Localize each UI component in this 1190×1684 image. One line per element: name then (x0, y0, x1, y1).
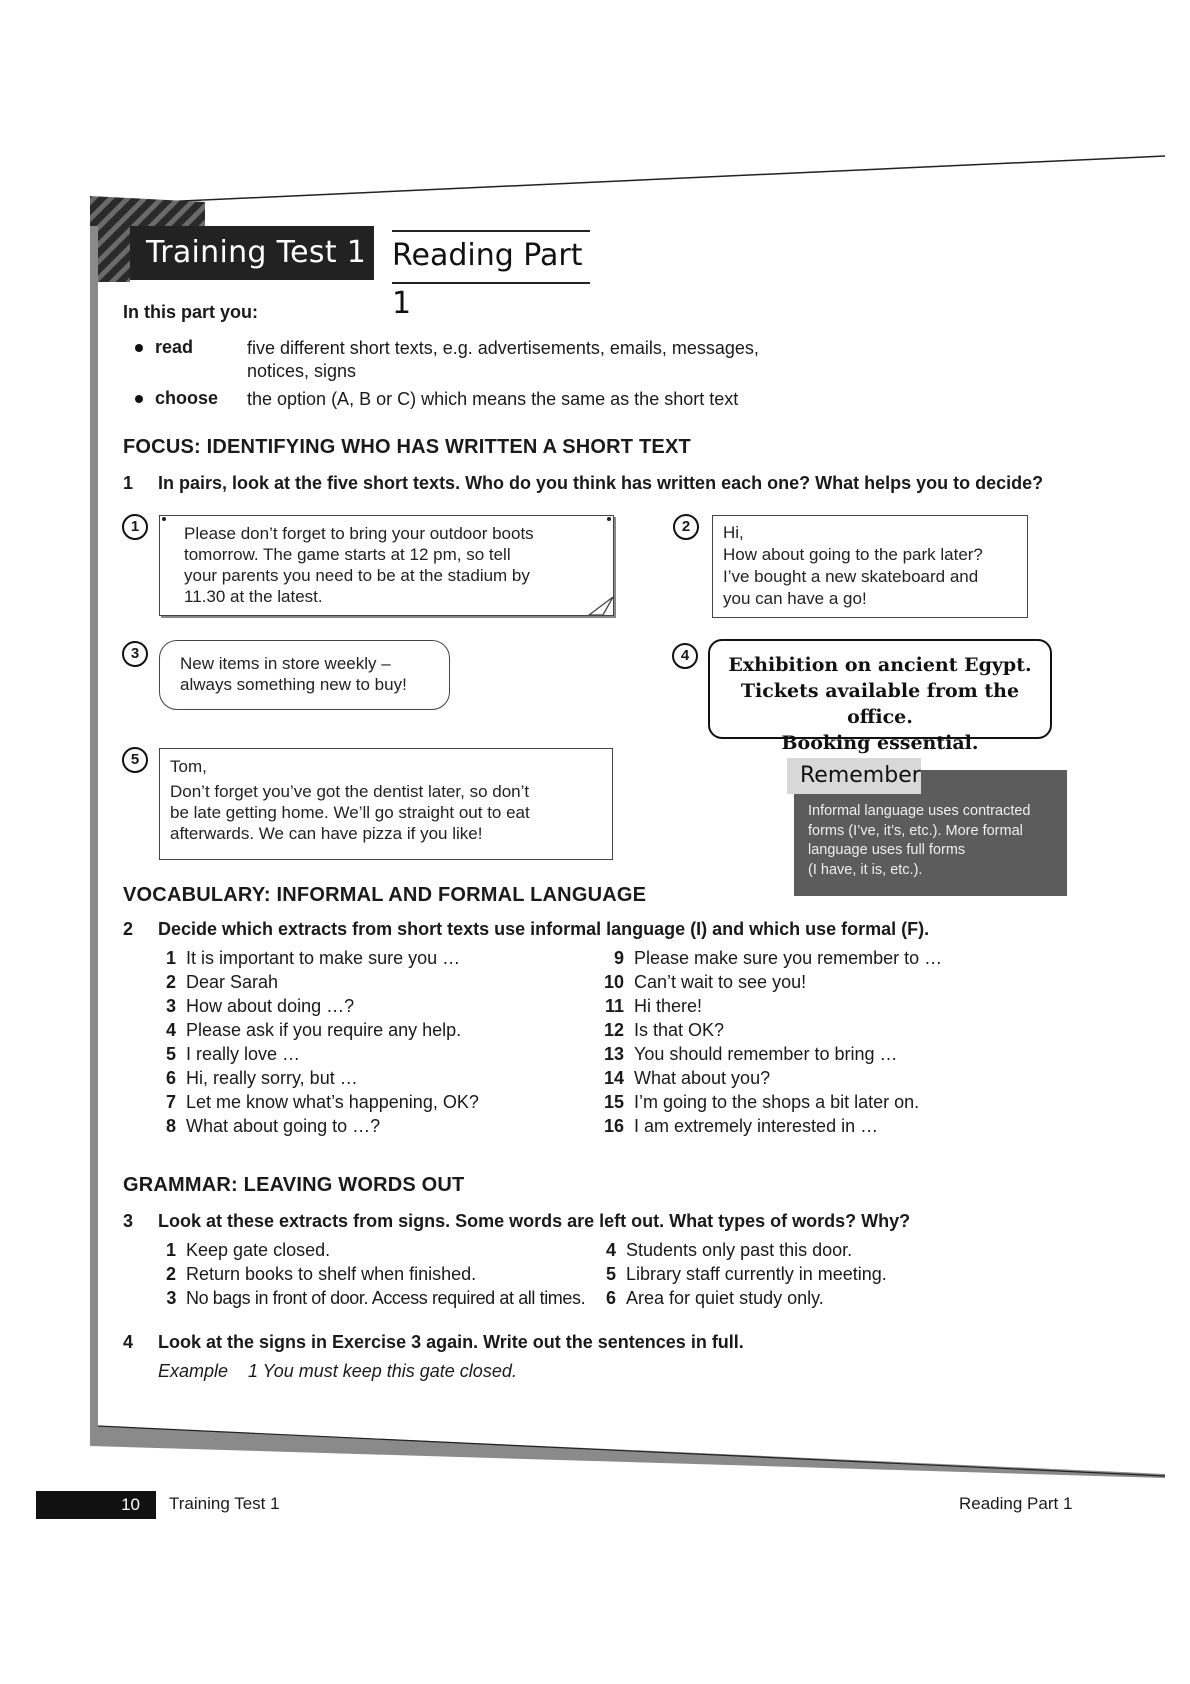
vocabulary-heading: VOCABULARY: INFORMAL AND FORMAL LANGUAGE (123, 884, 647, 906)
text-line: Booking essential. (781, 732, 979, 754)
text-line: Exhibition on ancient Egypt. (728, 654, 1032, 676)
text-box-note (159, 748, 613, 860)
bullet-choose (135, 388, 251, 409)
page-number: 10 (36, 1491, 156, 1519)
list-item: 2 Dear Sarah (165, 972, 279, 992)
text-box-notice (159, 515, 614, 616)
list-item: 1 It is important to make sure you … (165, 948, 461, 968)
list-item: 11 Hi there! (604, 996, 703, 1016)
list-item: 1 Keep gate closed. (165, 1240, 331, 1260)
list-item: 6 Area for quiet study only. (605, 1288, 824, 1308)
list-item: 6 Hi, really sorry, but … (165, 1068, 358, 1088)
pin-icon (162, 517, 166, 521)
vocabulary-list-left (150, 946, 479, 1138)
remember-line: (I have, it is, etc.). (808, 861, 923, 878)
grammar-heading: GRAMMAR: LEAVING WORDS OUT (123, 1174, 465, 1196)
list-item: 13 You should remember to bring … (603, 1044, 898, 1064)
exercise-instruction: In pairs, look at the five short texts. Who do you think has written each one? What helps you to decide? (158, 473, 1044, 493)
bullet-read (135, 337, 251, 358)
text-box-sign (708, 639, 1052, 754)
exercise-instruction: Decide which extracts from short texts use informal language (I) and which use formal (F). (158, 919, 930, 939)
text-line: your parents you need to be at the stadium by (184, 566, 530, 585)
vocabulary-list-right (596, 946, 942, 1138)
list-item: 14 What about you? (603, 1068, 771, 1088)
list-item: 8 What about going to …? (165, 1116, 381, 1136)
exercise-instruction: Look at these extracts from signs. Some words are left out. What types of words? Why? (158, 1211, 911, 1231)
footer-part-title: Reading Part 1 (959, 1494, 1073, 1513)
list-item: 5 Library staff currently in meeting. (605, 1264, 887, 1284)
grammar-list-right (590, 1238, 887, 1310)
text-box-message (712, 515, 1028, 618)
list-item: 16 I am extremely interested in … (603, 1116, 879, 1136)
text-box-advert (159, 640, 450, 710)
list-item: 10 Can’t wait to see you! (603, 972, 807, 992)
bullet-line: notices, signs (247, 361, 357, 381)
footer-test-title: Training Test 1 (169, 1494, 280, 1513)
remember-label: Remember (787, 758, 921, 794)
text-line: tomorrow. The game starts at 12 pm, so tell (184, 545, 511, 564)
text-line: Hi, (723, 523, 744, 542)
bullet-dot (135, 395, 143, 403)
bullet-verb: choose (155, 388, 219, 408)
text-number-4: 4 (672, 643, 698, 669)
focus-heading: FOCUS: IDENTIFYING WHO HAS WRITTEN A SHORT TEXT (123, 436, 691, 458)
remember-line: language uses full forms (808, 842, 966, 858)
exercise-number: 4 (123, 1332, 134, 1352)
text-line: 11.30 at the latest. (184, 587, 323, 606)
bullet-dot (135, 344, 143, 352)
text-number-5: 5 (122, 747, 148, 773)
example-line (158, 1361, 517, 1382)
list-item: 12 Is that OK? (603, 1020, 725, 1040)
remember-line: forms (I’ve, it’s, etc.). More formal (808, 822, 1023, 839)
list-item: 2 Return books to shelf when finished. (165, 1264, 477, 1284)
exercise-number: 1 (123, 473, 134, 493)
text-line: afterwards. We can have pizza if you like! (170, 824, 483, 843)
text-number-1: 1 (122, 514, 148, 540)
test-title: Training Test 1 (130, 226, 374, 280)
page-curl-icon (587, 595, 615, 617)
list-item: 4 Please ask if you require any help. (165, 1020, 462, 1040)
list-item: 9 Please make sure you remember to … (613, 948, 943, 968)
text-line: you can have a go! (723, 589, 867, 608)
text-line: Tom, (170, 757, 207, 776)
bullet-read-text (247, 337, 759, 383)
text-number-2: 2 (673, 514, 699, 540)
text-line: I’ve bought a new skateboard and (723, 567, 979, 586)
bullet-line: five different short texts, e.g. advertisements, emails, messages, (247, 338, 759, 358)
text-line: Please don’t forget to bring your outdoor boots (184, 524, 534, 543)
remember-line: Informal language uses contracted (808, 803, 1031, 819)
list-item: 3 No bags in front of door. Access required at all times. (166, 1288, 586, 1308)
text-line: be late getting home. We’ll go straight out to eat (170, 803, 530, 822)
list-item: 3 How about doing …? (165, 996, 355, 1016)
list-item: 4 Students only past this door. (605, 1240, 853, 1260)
bullet-choose-text: the option (A, B or C) which means the same as the short text (247, 389, 739, 409)
list-item: 7 Let me know what’s happening, OK? (165, 1092, 479, 1112)
text-line: Don’t forget you’ve got the dentist later, so don’t (170, 782, 530, 801)
exercise-number: 3 (123, 1211, 134, 1231)
example-text: 1 You must keep this gate closed. (248, 1361, 517, 1381)
pin-icon (607, 517, 611, 521)
text-line: always something new to buy! (180, 675, 407, 694)
text-number-3: 3 (122, 641, 148, 667)
intro-heading: In this part you: (123, 302, 258, 322)
exercise-number: 2 (123, 919, 134, 939)
exercise-instruction: Look at the signs in Exercise 3 again. Write out the sentences in full. (158, 1332, 744, 1352)
text-line: New items in store weekly – (180, 654, 391, 673)
list-item: 15 I’m going to the shops a bit later on. (603, 1092, 920, 1112)
example-label: Example (158, 1361, 229, 1381)
grammar-list-left (150, 1238, 585, 1310)
text-line: Tickets available from the office. (740, 680, 1020, 728)
list-item: 5 I really love … (165, 1044, 301, 1064)
bullet-verb: read (155, 337, 194, 357)
text-line: How about going to the park later? (723, 545, 983, 564)
part-title: Reading Part 1 (392, 230, 590, 284)
